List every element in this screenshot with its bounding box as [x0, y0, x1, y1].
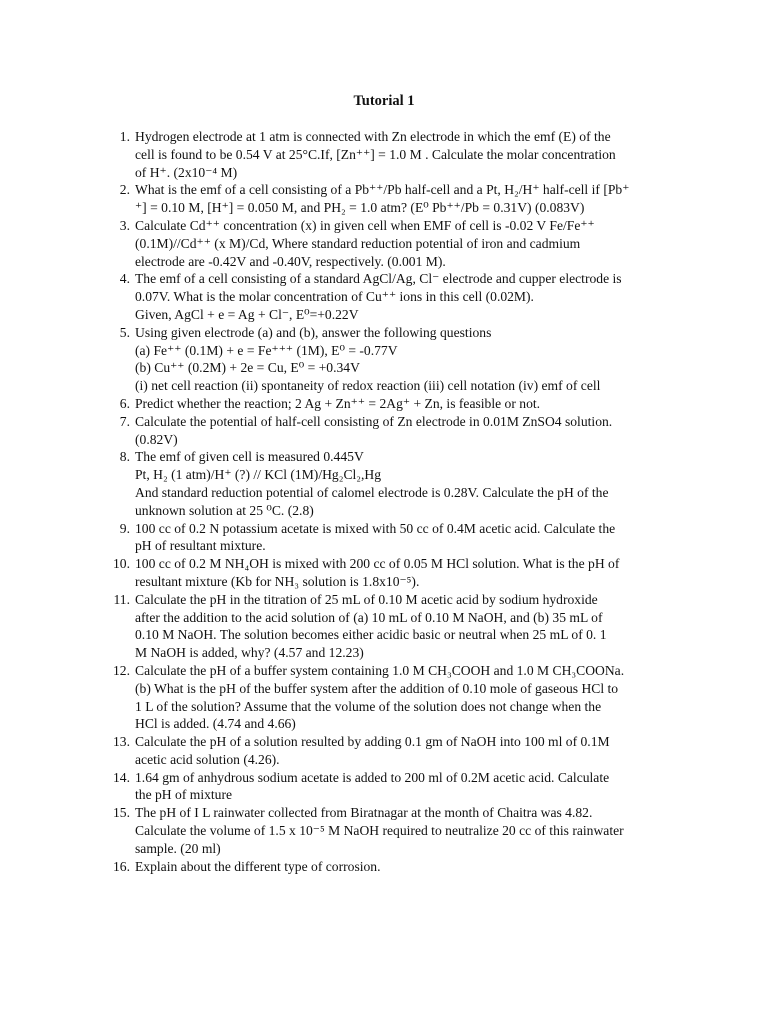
question-line: electrode are -0.42V and -0.40V, respectively. (0.001 M).	[135, 253, 446, 269]
question-number: 9.	[119, 520, 130, 536]
question-number: 2.	[119, 182, 130, 198]
question-line: (b) Cu⁺⁺ (0.2M) + 2e = Cu, E⁰ = +0.34V	[135, 360, 360, 376]
question-line: Calculate the pH in the titration of 25 mL of 0.10 M acetic acid by sodium hydroxide	[135, 591, 598, 607]
question-number: 16.	[113, 858, 130, 874]
question-item	[108, 324, 680, 395]
question-number: 14.	[113, 769, 130, 785]
question-item	[108, 769, 680, 805]
question-line: Hydrogen electrode at 1 atm is connected with Zn electrode in which the emf (E) of the	[135, 129, 611, 144]
question-item	[108, 520, 680, 556]
question-line: Calculate the potential of half-cell consisting of Zn electrode in 0.01M ZnSO4 solution.	[135, 413, 613, 429]
question-line: M NaOH is added, why? (4.57 and 12.23)	[135, 645, 364, 661]
question-item	[108, 591, 680, 662]
question-line: The emf of given cell is measured 0.445V	[135, 449, 364, 465]
question-number: 7.	[119, 413, 130, 429]
question-line: HCl is added. (4.74 and 4.66)	[135, 716, 296, 732]
question-list	[108, 128, 680, 875]
question-item	[108, 217, 680, 270]
question-number: 4.	[119, 271, 130, 287]
question-line: Pt, H₂ (1 atm)/H⁺ (?) // KCl (1M)/Hg₂Cl₂,Hg	[135, 467, 382, 483]
question-line: What is the emf of a cell consisting of a Pb⁺⁺/Pb half-cell and a Pt, H₂/H⁺ half-cell if [Pb⁺	[135, 182, 630, 198]
question-line: Calculate Cd⁺⁺ concentration (x) in given cell when EMF of cell is -0.02 V Fe/Fe⁺⁺	[135, 217, 595, 233]
question-number: 15.	[113, 805, 130, 821]
question-number: 5.	[119, 324, 130, 340]
question-line: 0.07V. What is the molar concentration of Cu⁺⁺ ions in this cell (0.02M).	[135, 289, 534, 305]
question-line: after the addition to the acid solution of (a) 10 mL of 0.10 M NaOH, and (b) 35 mL of	[135, 609, 603, 625]
question-number: 11.	[113, 591, 130, 607]
question-item	[108, 270, 680, 323]
question-line: (b) What is the pH of the buffer system after the addition of 0.10 mole of gaseous HCl to	[135, 680, 619, 696]
question-line: sample. (20 ml)	[135, 840, 221, 856]
question-line: Calculate the volume of 1.5 x 10⁻⁵ M NaOH required to neutralize 20 cc of this rainwater	[135, 823, 624, 839]
question-line: 100 cc of 0.2 N potassium acetate is mixed with 50 cc of 0.4M acetic acid. Calculate the	[135, 520, 616, 536]
question-line: (a) Fe⁺⁺ (0.1M) + e = Fe⁺⁺⁺ (1M), E⁰ = -0.77V	[135, 342, 398, 358]
question-line: Explain about the different type of corrosion.	[135, 858, 381, 874]
question-number: 6.	[119, 395, 130, 411]
question-line: (i) net cell reaction (ii) spontaneity of redox reaction (iii) cell notation (iv) emf of cell	[135, 378, 601, 394]
question-item	[108, 662, 680, 733]
question-line: Given, AgCl + e = Ag + Cl⁻, E⁰=+0.22V	[135, 306, 359, 322]
question-number: 10.	[113, 556, 130, 572]
question-line: (0.1M)//Cd⁺⁺ (x M)/Cd, Where standard reduction potential of iron and cadmium	[135, 235, 581, 251]
question-line: the pH of mixture	[135, 787, 233, 803]
question-item	[108, 555, 680, 591]
question-line: 1 L of the solution? Assume that the volume of the solution does not change when the	[135, 698, 602, 714]
question-line: Predict whether the reaction; 2 Ag + Zn⁺⁺ = 2Ag⁺ + Zn, is feasible or not.	[135, 395, 541, 411]
question-item	[108, 804, 680, 857]
question-item	[108, 181, 680, 217]
question-line: unknown solution at 25 ⁰C. (2.8)	[135, 502, 314, 518]
question-line: The emf of a cell consisting of a standard AgCl/Ag, Cl⁻ electrode and cupper electrode is	[135, 271, 622, 287]
question-line: 100 cc of 0.2 M NH₄OH is mixed with 200 cc of 0.05 M HCl solution. What is the pH of	[135, 556, 620, 572]
question-line: And standard reduction potential of calomel electrode is 0.28V. Calculate the pH of the	[135, 484, 609, 500]
question-number: 12.	[113, 662, 130, 678]
question-line: 0.10 M NaOH. The solution becomes either acidic basic or neutral when 25 mL of 0. 1	[135, 627, 607, 643]
question-line: Calculate the pH of a buffer system containing 1.0 M CH₃COOH and 1.0 M CH₃COONa.	[135, 662, 625, 678]
question-item	[108, 395, 680, 413]
question-line: Using given electrode (a) and (b), answer the following questions	[135, 324, 492, 340]
question-item	[108, 448, 680, 519]
question-number: 3.	[119, 217, 130, 233]
question-line: (0.82V)	[135, 431, 178, 447]
question-item	[108, 733, 680, 769]
question-line: 1.64 gm of anhydrous sodium acetate is added to 200 ml of 0.2M acetic acid. Calculate	[135, 769, 610, 785]
question-item	[108, 413, 680, 449]
question-number: 13.	[113, 734, 130, 750]
question-line: acetic acid solution (4.26).	[135, 751, 280, 767]
question-line: The pH of I L rainwater collected from Biratnagar at the month of Chaitra was 4.82.	[135, 805, 593, 821]
question-line: cell is found to be 0.54 V at 25°C.If, [Zn⁺⁺] = 1.0 M . Calculate the molar concentration	[135, 146, 616, 162]
question-item	[108, 128, 680, 181]
question-line: of H⁺. (2x10⁻⁴ M)	[135, 164, 238, 180]
document-title: Tutorial 1	[353, 93, 415, 109]
question-line: resultant mixture (Kb for NH₃ solution is 1.8x10⁻⁵).	[135, 573, 420, 589]
question-number: 8.	[119, 449, 130, 465]
question-line: ⁺] = 0.10 M, [H⁺] = 0.050 M, and PH₂ = 1.0 atm? (E⁰ Pb⁺⁺/Pb = 0.31V) (0.083V)	[135, 200, 585, 216]
question-line: pH of resultant mixture.	[135, 538, 266, 554]
question-item	[108, 858, 680, 876]
question-line: Calculate the pH of a solution resulted by adding 0.1 gm of NaOH into 100 ml of 0.1M	[135, 734, 610, 750]
question-number: 1.	[119, 129, 130, 144]
